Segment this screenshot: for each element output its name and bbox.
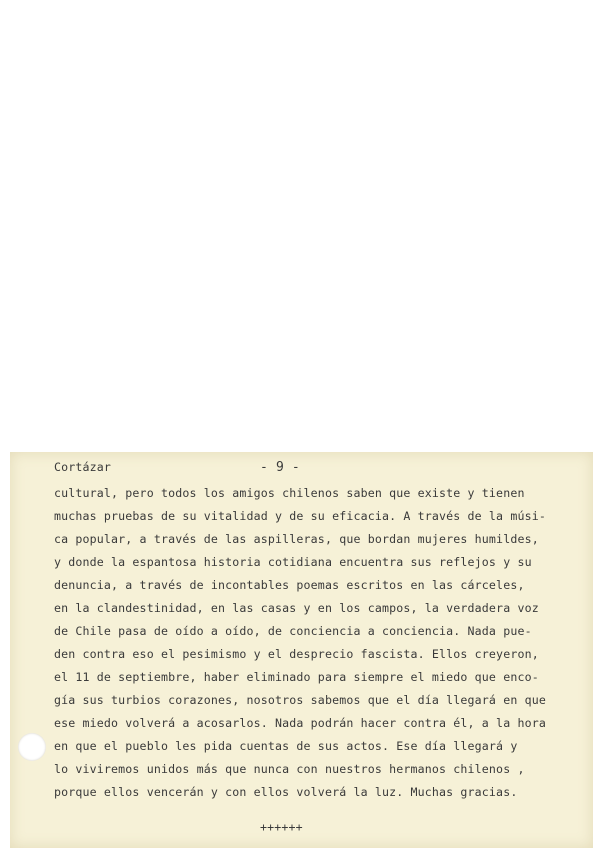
text-line: el 11 de septiembre, haber eliminado para siempre el miedo que enco- xyxy=(54,670,539,684)
page-number: - 9 - xyxy=(260,460,300,475)
typewritten-page xyxy=(10,452,593,848)
header-author: Cortázar xyxy=(54,460,112,474)
body-text xyxy=(54,482,584,804)
text-line: en que el pueblo les pida cuentas de sus actos. Ese día llegará y xyxy=(54,739,518,753)
text-line: porque ellos vencerán y con ellos volverá la luz. Muchas gracias. xyxy=(54,785,518,799)
text-line: ese miedo volverá a acosarlos. Nada podrán hacer contra él, a la hora xyxy=(54,716,546,730)
text-line: gía sus turbios corazones, nosotros sabemos que el día llegará en que xyxy=(54,693,546,707)
text-line: y donde la espantosa historia cotidiana encuentra sus reflejos y su xyxy=(54,555,532,569)
end-mark: ++++++ xyxy=(260,820,303,834)
text-line: den contra eso el pesimismo y el desprecio fascista. Ellos creyeron, xyxy=(54,647,539,661)
text-line: en la clandestinidad, en las casas y en los campos, la verdadera voz xyxy=(54,601,539,615)
text-line: denuncia, a través de incontables poemas escritos en las cárceles, xyxy=(54,578,525,592)
typed-text-area xyxy=(10,452,593,848)
text-line: lo viviremos unidos más que nunca con nuestros hermanos chilenos , xyxy=(54,762,525,776)
text-line: de Chile pasa de oído a oído, de conciencia a conciencia. Nada pue- xyxy=(54,624,532,638)
text-line: ca popular, a través de las aspilleras, que bordan mujeres humildes, xyxy=(54,532,539,546)
text-line: cultural, pero todos los amigos chilenos saben que existe y tienen xyxy=(54,486,525,500)
text-line: muchas pruebas de su vitalidad y de su eficacia. A través de la músi- xyxy=(54,509,546,523)
